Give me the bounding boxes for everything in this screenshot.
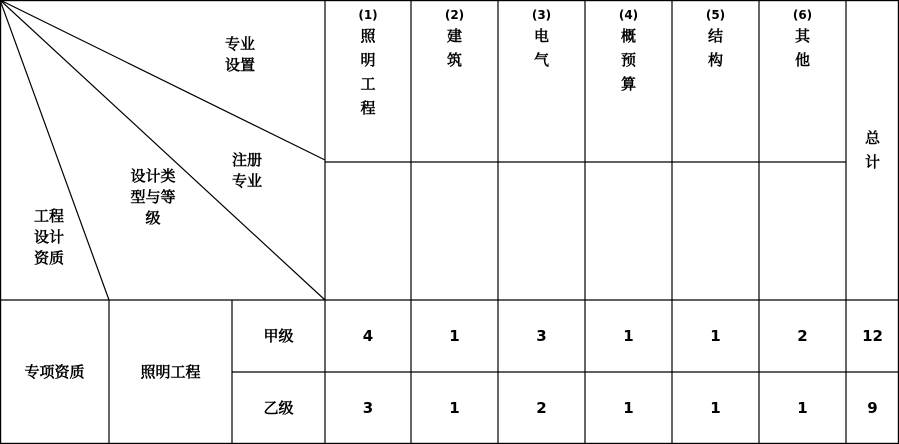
column-char: 气	[533, 51, 549, 69]
row-qualification-label: 专项资质	[24, 363, 85, 381]
diagonal-line-1	[0, 0, 325, 160]
row-design-type-label: 照明工程	[140, 363, 201, 381]
column-header-other	[759, 6, 846, 72]
column-char: 其	[794, 27, 810, 45]
column-char: 概	[620, 27, 636, 45]
column-char: 建	[446, 27, 462, 45]
table-cell: 2	[536, 399, 547, 417]
table-cell: 1	[449, 327, 460, 345]
column-char: 程	[360, 99, 376, 117]
column-char: 筑	[446, 51, 462, 69]
column-char: 照	[360, 27, 376, 45]
header-major-setting: 专业设置	[224, 35, 255, 74]
header-engineering-qualification: 工程设计资质	[33, 207, 64, 267]
column-char: 他	[794, 51, 810, 69]
column-char: 明	[360, 51, 376, 69]
header-design-type-grade: 设计类型与等级	[130, 167, 176, 227]
column-header-lighting	[325, 6, 411, 120]
table-cell: 1	[797, 399, 808, 417]
table-cell: 1	[623, 399, 634, 417]
column-char: 工	[360, 75, 376, 93]
column-number: (4)	[618, 8, 639, 22]
table-cell: 1	[710, 327, 721, 345]
column-header-budget	[585, 6, 672, 96]
header-registered-major: 注册专业	[231, 151, 262, 190]
column-char: 构	[707, 51, 723, 69]
column-number: (5)	[705, 8, 726, 22]
column-char: 计	[864, 153, 880, 171]
column-char: 电	[533, 27, 549, 45]
table-cell: 4	[362, 327, 374, 345]
table-cell: 1	[623, 327, 634, 345]
grade-label-b: 乙级	[263, 399, 294, 417]
table-cell-total: 9	[867, 399, 878, 417]
column-header-electrical	[498, 6, 585, 72]
column-header-total	[846, 126, 899, 174]
table-cell: 1	[710, 399, 721, 417]
column-char: 预	[620, 51, 636, 69]
grade-label-a: 甲级	[263, 327, 294, 345]
table-cell: 2	[797, 327, 808, 345]
column-header-structure	[672, 6, 759, 72]
column-number: (2)	[444, 8, 465, 22]
column-number: (1)	[358, 8, 378, 22]
table-cell: 1	[449, 399, 460, 417]
column-number: (6)	[792, 8, 813, 22]
column-char: 总	[864, 129, 880, 147]
column-header-architecture	[411, 6, 498, 72]
column-char: 算	[620, 75, 636, 93]
table-cell: 3	[362, 399, 374, 417]
table-cell: 3	[536, 327, 547, 345]
table-cell-total: 12	[862, 327, 883, 345]
column-char: 结	[707, 27, 723, 45]
column-number: (3)	[531, 8, 552, 22]
